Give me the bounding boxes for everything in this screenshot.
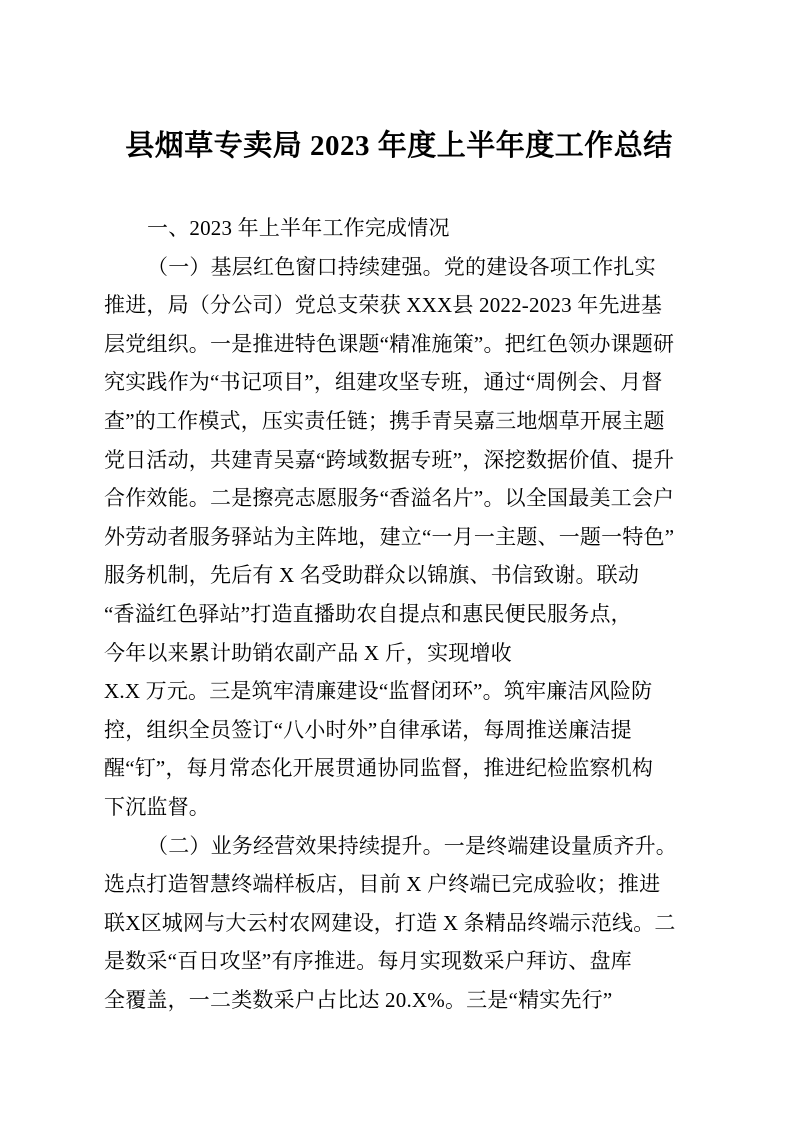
section-heading: 一、2023 年上半年工作完成情况	[147, 216, 450, 240]
text-line: “香溢红色驿站”打造直播助农自提点和惠民便民服务点，	[104, 601, 632, 626]
text-line: 究实践作为“书记项目”，组建攻坚专班，通过“周例会、月督	[104, 370, 663, 395]
text-line: 合作效能。二是擦亮志愿服务“香溢名片”。以全国最美工会户	[104, 486, 675, 511]
text-line: 选点打造智慧终端样板店，目前 X 户终端已完成验收；推进	[104, 872, 661, 897]
paragraph-1	[104, 248, 694, 827]
text-line: 服务机制，先后有 X 名受助群众以锦旗、书信致谢。联动	[104, 563, 640, 588]
text-line: 层党组织。一是推进特色课题“精准施策”。把红色领办课题研	[104, 331, 675, 356]
text-line: 查”的工作模式，压实责任链；携手青吴嘉三地烟草开展主题	[104, 408, 665, 433]
text-line: （二）业务经营效果持续提升。一是终端建设量质齐升。	[147, 833, 677, 858]
text-line: X.X 万元。三是筑牢清廉建设“监督闭环”。筑牢廉洁风险防	[104, 679, 653, 704]
text-line: 推进，局（分公司）党总支荣获 XXX县 2022-2023 年先进基	[104, 293, 663, 318]
text-line: 控，组织全员签订“八小时外”自律承诺，每周推送廉洁提	[104, 717, 632, 742]
text-line: 全覆盖，一二类数采户占比达 20.X%。三是“精实先行”	[104, 987, 613, 1012]
text-line: （一）基层红色窗口持续建强。党的建设各项工作扎实	[147, 254, 656, 279]
text-line: 外劳动者服务驿站为主阵地，建立“一月一主题、一题一特色”	[104, 524, 675, 549]
document-title: 县烟草专卖局 2023 年度上半年度工作总结	[125, 130, 673, 162]
text-line: 下沉监督。	[104, 794, 210, 819]
text-line: 是数采“百日攻坚”有序推进。每月实现数采户拜访、盘库	[104, 949, 632, 974]
text-line: 醒“钉”，每月常态化开展贯通协同监督，推进纪检监察机构	[104, 756, 654, 781]
document-body	[104, 209, 694, 1019]
text-line: 今年以来累计助销农副产品 X 斤，实现增收	[104, 640, 512, 665]
text-line: 联X区城网与大云村农网建设，打造 X 条精品终端示范线。二	[104, 910, 676, 935]
section-heading-paragraph	[104, 209, 694, 248]
text-line: 党日活动，共建青吴嘉“跨域数据专班”，深挖数据价值、提升	[104, 447, 675, 472]
paragraph-2	[104, 827, 694, 1020]
